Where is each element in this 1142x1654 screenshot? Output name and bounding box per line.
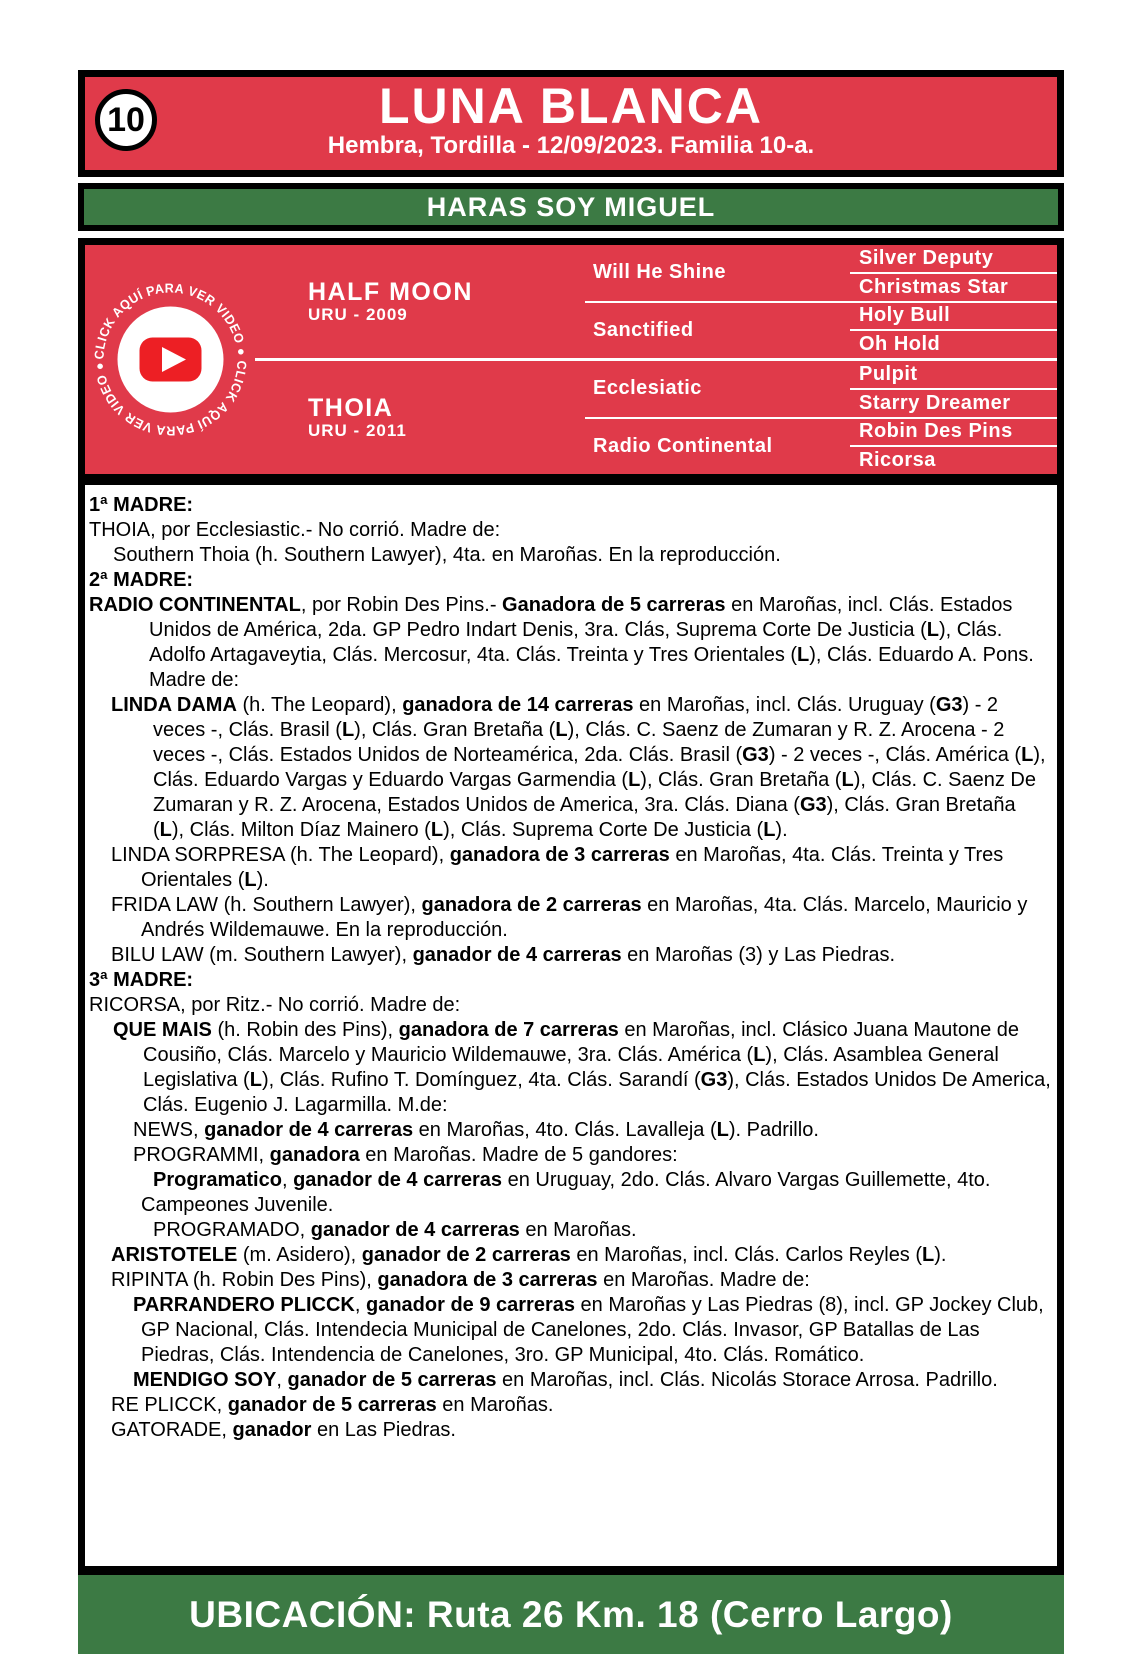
bold-text-run: L xyxy=(797,644,810,666)
bold-text-run: L xyxy=(841,769,854,791)
pedigree-parent-cell xyxy=(255,245,585,358)
bold-text-run: G3 xyxy=(799,794,827,816)
great-grandparent-name: Ricorsa xyxy=(859,449,936,472)
grandparent-name: Ecclesiatic xyxy=(593,377,702,400)
paragraph xyxy=(89,693,1051,843)
bold-text-run: ganadora de 14 carreras xyxy=(402,694,634,716)
bold-text-run: 2ª MADRE: xyxy=(89,569,194,591)
video-badge-curved-text: CLICK AQUÍ PARA VER VIDEO ● CLICK AQUÍ PARA VER VIDEO ● xyxy=(90,280,250,439)
bold-text-run: ganadora de 2 carreras xyxy=(421,894,642,916)
paragraph xyxy=(89,943,1051,968)
bold-text-run: 1ª MADRE: xyxy=(89,494,194,516)
grandparent-name: Sanctified xyxy=(593,318,694,341)
bold-text-run: ganador de 4 carreras xyxy=(204,1119,414,1141)
paragraph xyxy=(89,1118,1051,1143)
bold-text-run: ganador de 4 carreras xyxy=(310,1219,520,1241)
bold-text-run: RADIO CONTINENTAL xyxy=(89,594,301,616)
text-run: , por Robin Des Pins.- xyxy=(300,594,503,616)
bold-text-run: MENDIGO SOY xyxy=(133,1369,277,1391)
grandparents-wrap xyxy=(585,361,1057,474)
text-run: (m. Asidero), xyxy=(237,1244,362,1266)
grandparent-group xyxy=(585,303,1057,359)
paragraph xyxy=(89,1243,1051,1268)
paragraph xyxy=(89,1018,1051,1118)
header xyxy=(78,70,1064,177)
text-run: ). Padrillo. xyxy=(728,1119,819,1141)
text-run: en Maroñas, incl. Clás. Nicolás Storace Arrosa. Padrillo. xyxy=(496,1369,998,1391)
text-run: LINDA SORPRESA (h. The Leopard), xyxy=(111,844,450,866)
bold-text-run: Programatico xyxy=(153,1169,282,1191)
bold-text-run: G3 xyxy=(742,744,769,766)
parent-origin: URU - 2011 xyxy=(308,421,407,440)
text-run: THOIA, por Ecclesiastic.- No corrió. Madre de: xyxy=(89,519,501,541)
bold-text-run: ganador de 2 carreras xyxy=(361,1244,571,1266)
text-run: FRIDA LAW (h. Southern Lawyer), xyxy=(111,894,422,916)
bold-text-run: ganador xyxy=(232,1419,312,1441)
text-run: Southern Thoia (h. Southern Lawyer), 4ta. en Maroñas. En la reproducción. xyxy=(113,544,781,566)
paragraph xyxy=(89,993,1051,1018)
paragraph xyxy=(89,1168,1051,1218)
lot-number-badge: 10 xyxy=(95,89,157,151)
bold-text-run: L xyxy=(159,819,172,841)
great-grandparent-col xyxy=(850,303,1057,359)
consignor-bar xyxy=(78,183,1064,231)
paragraph xyxy=(89,1218,1051,1243)
text-run: (h. The Leopard), xyxy=(236,694,403,716)
text-run: ), Clás. Gran Bretaña ( xyxy=(153,794,1016,841)
page-title: LUNA BLANCA xyxy=(379,78,763,134)
bold-text-run: L xyxy=(430,819,444,841)
bold-text-run: L xyxy=(753,1044,766,1066)
text-run: (h. Robin des Pins), xyxy=(211,1019,399,1041)
text-run: en Maroñas, incl. Clás. Carlos Reyles ( xyxy=(570,1244,923,1266)
pedigree-parent-cell xyxy=(255,361,585,474)
paragraph xyxy=(89,1393,1051,1418)
great-grandparent-name: Starry Dreamer xyxy=(859,391,1011,414)
great-grandparent-name: Oh Hold xyxy=(859,333,941,356)
parent-name: HALF MOON xyxy=(308,278,473,306)
text-run: , xyxy=(354,1294,366,1316)
text-run: NEWS, xyxy=(133,1119,205,1141)
bold-text-run: PARRANDERO PLICCK xyxy=(133,1294,355,1316)
bold-text-run: L xyxy=(341,719,355,741)
text-run: RE PLICCK, xyxy=(111,1394,228,1416)
text-run: ), Clás. C. Saenz De Zumaran y R. Z. Arocena, Estados Unidos de America, 3ra. Clás. Diana ( xyxy=(153,769,1036,816)
text-run: ), Clás. Eduardo Vargas y Eduardo Vargas Garmendia ( xyxy=(153,744,1046,791)
paragraph xyxy=(89,1268,1051,1293)
great-grandparent-name: Holy Bull xyxy=(850,303,1057,332)
divider-gap xyxy=(78,231,1064,238)
text-run: ), Clás. Gran Bretaña ( xyxy=(354,719,556,741)
text-run: ), Clás. Milton Díaz Mainero ( xyxy=(171,819,431,841)
pedigree-notes xyxy=(78,481,1064,1575)
great-grandparent-col xyxy=(850,245,1057,301)
text-run: en Maroñas. Madre de 5 gandores: xyxy=(359,1144,678,1166)
text-run: ), Clás. Asamblea General Legislativa ( xyxy=(143,1044,999,1091)
location-bar xyxy=(78,1575,1064,1654)
bold-text-run: L xyxy=(716,1119,729,1141)
dam-half xyxy=(255,361,1057,474)
great-grandparent-name: Silver Deputy xyxy=(850,245,1057,274)
youtube-play-icon xyxy=(88,277,253,442)
paragraph xyxy=(89,593,1051,693)
bold-text-run: L xyxy=(628,769,641,791)
consignor-name: HARAS SOY MIGUEL xyxy=(426,191,716,222)
paragraph xyxy=(89,543,1051,568)
text-run: en Maroñas. xyxy=(436,1394,554,1416)
text-run: ), Clás. Eduardo A. Pons. Madre de: xyxy=(149,644,1034,691)
bold-text-run: Ganadora de 5 carreras xyxy=(502,594,726,616)
great-grandparent-name: Robin Des Pins xyxy=(850,419,1057,448)
paragraph xyxy=(89,1418,1051,1443)
paragraph xyxy=(89,1368,1051,1393)
text-run: en Maroñas. Madre de: xyxy=(597,1269,810,1291)
grandparent-name: Will He Shine xyxy=(593,261,727,284)
text-run: en Las Piedras. xyxy=(311,1419,456,1441)
text-run: ), Clás. Adolfo Artagaveytia, Clás. Mercosur, 4ta. Clás. Treinta y Tres Orientales ( xyxy=(149,619,1003,666)
grandparents-wrap xyxy=(585,245,1057,358)
text-run: en Maroñas y Las Piedras (8), incl. GP Jockey Club, GP Nacional, Clás. Intendecia Municipal de Canelones, 2do. Clás. Invasor, GP Batallas de Las Piedras, Clás. Intendencia de Canelones, 3ro. GP Municipal, 4to. Clás. Romático. xyxy=(141,1294,1044,1366)
bold-text-run: ganador de 4 carreras xyxy=(293,1169,503,1191)
text-run: BILU LAW (m. Southern Lawyer), xyxy=(111,944,413,966)
bold-text-run: 3ª MADRE: xyxy=(89,969,194,991)
bold-text-run: ganadora de 7 carreras xyxy=(398,1019,619,1041)
bold-text-run: ganadora de 3 carreras xyxy=(377,1269,598,1291)
paragraph xyxy=(89,1143,1051,1168)
text-run: ), Clás. Estados Unidos De America, Clás. Eugenio J. Lagarmilla. M.de: xyxy=(143,1069,1051,1116)
bold-text-run: ganador de 9 carreras xyxy=(365,1294,575,1316)
bold-text-run: L xyxy=(555,719,568,741)
text-run: en Maroñas (3) y Las Piedras. xyxy=(621,944,896,966)
bold-text-run: ganador de 4 carreras xyxy=(412,944,622,966)
text-run: en Uruguay, 2do. Clás. Alvaro Vargas Guillemette, 4to. Campeones Juvenile. xyxy=(141,1169,991,1216)
grandparent-group xyxy=(585,361,1057,419)
text-run: ), Clás. Rufino T. Domínguez, 4ta. Clás. Sarandí ( xyxy=(261,1069,701,1091)
paragraph xyxy=(89,968,1051,993)
text-run: GATORADE, xyxy=(111,1419,233,1441)
grandparent-group xyxy=(585,245,1057,303)
bold-text-run: QUE MAIS xyxy=(113,1019,212,1041)
pedigree-table xyxy=(78,238,1064,481)
text-run: ) - 2 veces -, Clás. América ( xyxy=(768,744,1022,766)
bold-text-run: G3 xyxy=(700,1069,728,1091)
great-grandparent-col xyxy=(850,419,1057,475)
text-run: ). xyxy=(256,869,269,891)
text-run: ), Clás. Suprema Corte De Justicia ( xyxy=(443,819,764,841)
bold-text-run: ganadora xyxy=(269,1144,360,1166)
text-run: RIPINTA (h. Robin Des Pins), xyxy=(111,1269,378,1291)
text-run: RICORSA, por Ritz.- No corrió. Madre de: xyxy=(89,994,461,1016)
paragraph xyxy=(89,493,1051,518)
sire-half xyxy=(255,245,1057,361)
great-grandparent-col xyxy=(850,361,1057,417)
pedigree-grid xyxy=(255,245,1057,474)
video-link[interactable] xyxy=(85,245,255,474)
text-run: en Maroñas. xyxy=(519,1219,637,1241)
text-run: en Maroñas, incl. Clásico Juana Mautone de Cousiño, Clás. Marcelo y Mauricio Wildemauwe, 3ra. Clás. América ( xyxy=(143,1019,1020,1066)
paragraph xyxy=(89,1293,1051,1368)
text-run: PROGRAMMI, xyxy=(133,1144,270,1166)
grandparent-name: Radio Continental xyxy=(593,434,773,457)
great-grandparent-name: Pulpit xyxy=(850,361,1057,390)
bold-text-run: ganador de 5 carreras xyxy=(287,1369,497,1391)
paragraph xyxy=(89,518,1051,543)
location-text: UBICACIÓN: Ruta 26 Km. 18 (Cerro Largo) xyxy=(189,1593,953,1635)
paragraph xyxy=(89,893,1051,943)
bold-text-run: L xyxy=(922,1244,935,1266)
bold-text-run: G3 xyxy=(935,694,963,716)
content-column xyxy=(78,70,1064,1654)
paragraph xyxy=(89,568,1051,593)
parent-name: THOIA xyxy=(308,394,394,422)
text-run: ), Clás. C. Saenz de Zumaran y R. Z. Arocena - 2 veces -, Clás. Estados Unidos de Norteamérica, 2da. Clás. Brasil ( xyxy=(153,719,1005,766)
text-run: en Maroñas, 4ta. Clás. Marcelo, Mauricio y Andrés Wildemauwe. En la reproducción. xyxy=(141,894,1028,941)
text-run: , xyxy=(281,1169,294,1191)
bold-text-run: L xyxy=(926,619,939,641)
text-run: en Maroñas, incl. Clás. Estados Unidos de América, 2da. GP Pedro Indart Denis, 3ra. Clás, Suprema Corte De Justicia ( xyxy=(149,594,1013,641)
bold-text-run: ganadora de 3 carreras xyxy=(449,844,670,866)
bold-text-run: L xyxy=(763,819,776,841)
great-grandparent-name: Christmas Star xyxy=(859,275,1009,298)
bold-text-run: L xyxy=(249,1069,262,1091)
grandparent-group xyxy=(585,419,1057,475)
bold-text-run: ganador de 5 carreras xyxy=(227,1394,437,1416)
page-subtitle: Hembra, Tordilla - 12/09/2023. Familia 10-a. xyxy=(327,132,815,159)
text-run: en Maroñas, 4to. Clás. Lavalleja ( xyxy=(413,1119,717,1141)
text-run: ). xyxy=(775,819,788,841)
text-run: PROGRAMADO, xyxy=(153,1219,311,1241)
bold-text-run: L xyxy=(1021,744,1034,766)
bold-text-run: L xyxy=(244,869,257,891)
bold-text-run: ARISTOTELE xyxy=(111,1244,238,1266)
text-run: ), Clás. Gran Bretaña ( xyxy=(640,769,842,791)
bold-text-run: LINDA DAMA xyxy=(111,694,237,716)
text-run: en Maroñas, 4ta. Clás. Treinta y Tres Orientales ( xyxy=(141,844,1004,891)
text-run: en Maroñas, incl. Clás. Uruguay ( xyxy=(633,694,936,716)
text-run: , xyxy=(276,1369,288,1391)
text-run: ). xyxy=(934,1244,947,1266)
parent-origin: URU - 2009 xyxy=(308,305,408,324)
paragraph xyxy=(89,843,1051,893)
text-run: ) - 2 veces -, Clás. Brasil ( xyxy=(153,694,999,741)
